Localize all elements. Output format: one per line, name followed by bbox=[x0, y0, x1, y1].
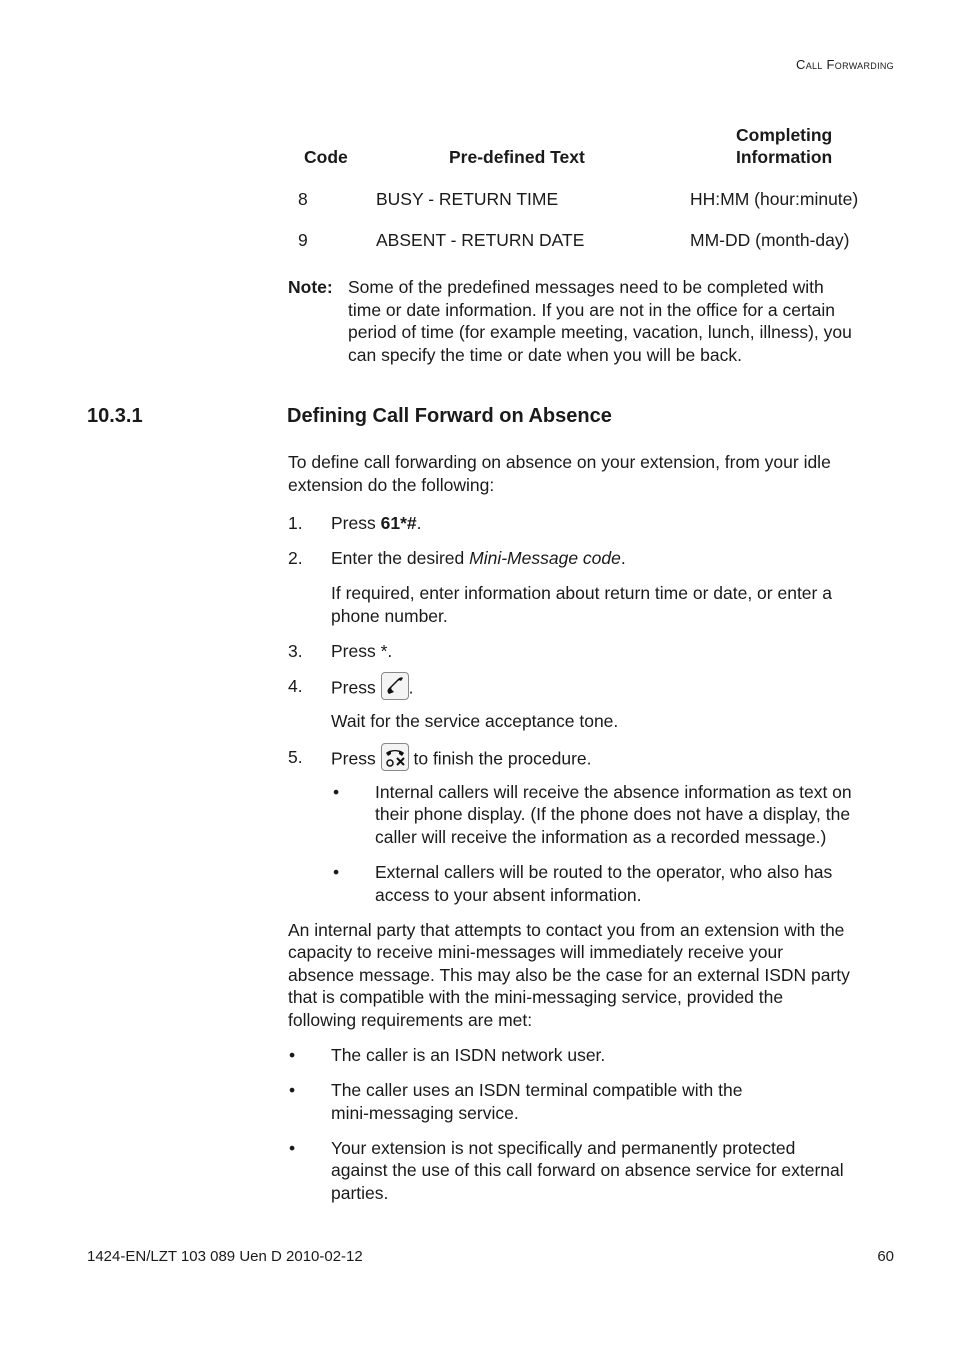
bullet-mark: • bbox=[289, 1080, 296, 1100]
bullet-line: access to your absent information. bbox=[375, 885, 642, 905]
step-text: Press bbox=[331, 677, 376, 698]
table-cell-info: MM-DD (month-day) bbox=[690, 230, 850, 250]
bullet-mark: • bbox=[333, 782, 340, 802]
footer-page-number: 60 bbox=[877, 1248, 894, 1265]
handset-offhook-icon bbox=[381, 672, 409, 700]
step-3-text: Press *. bbox=[331, 641, 393, 661]
section-number: 10.3.1 bbox=[87, 405, 143, 427]
requirement-line: Your extension is not specifically and permanently protected bbox=[331, 1138, 796, 1158]
running-header: Call Forwarding bbox=[796, 57, 894, 72]
table-cell-code: 8 bbox=[298, 189, 308, 209]
step-4-sub: Wait for the service acceptance tone. bbox=[331, 711, 619, 731]
step-2-text bbox=[331, 547, 626, 570]
bullet-mark: • bbox=[333, 862, 340, 882]
bullet-line: caller will receive the information as a recorded message.) bbox=[375, 827, 827, 847]
table-header-info-2: Information bbox=[736, 147, 833, 167]
step-number: 4. bbox=[288, 676, 303, 696]
para-line: following requirements are met: bbox=[288, 1010, 533, 1030]
step-text: Press bbox=[331, 748, 376, 769]
note-line: time or date information. If you are not in the office for a certain bbox=[348, 300, 836, 320]
note-line: can specify the time or date when you will be back. bbox=[348, 345, 742, 365]
bullet-line: their phone display. (If the phone does not have a display, the bbox=[375, 804, 851, 824]
table-header-code: Code bbox=[304, 147, 348, 167]
requirement-line: against the use of this call forward on absence service for external bbox=[331, 1160, 844, 1180]
requirement-line: The caller uses an ISDN terminal compatible with the bbox=[331, 1080, 743, 1100]
step-4-text bbox=[331, 675, 413, 703]
note-line: period of time (for example meeting, vacation, lunch, illness), you bbox=[348, 322, 852, 342]
step-number: 5. bbox=[288, 747, 303, 767]
step-text: Press bbox=[331, 513, 381, 533]
step-code: 61*# bbox=[380, 513, 417, 533]
step-text: to finish the procedure. bbox=[413, 748, 592, 769]
step-text: Enter the desired bbox=[331, 548, 470, 568]
requirement-line: parties. bbox=[331, 1183, 389, 1203]
para-line: absence message. This may also be the case for an external ISDN party bbox=[288, 965, 850, 985]
table-cell-text: BUSY - RETURN TIME bbox=[376, 189, 559, 209]
bullet-mark: • bbox=[289, 1045, 296, 1065]
note-line: Some of the predefined messages need to be completed with bbox=[348, 277, 824, 297]
table-cell-code: 9 bbox=[298, 230, 308, 250]
section-title: Defining Call Forward on Absence bbox=[287, 405, 612, 427]
para-line: capacity to receive mini-messages will immediately receive your bbox=[288, 942, 784, 962]
step-5-text bbox=[331, 746, 592, 774]
para-line: An internal party that attempts to contact you from an extension with the bbox=[288, 920, 845, 940]
step-text: . bbox=[408, 677, 414, 698]
step-text: . bbox=[620, 548, 626, 568]
step-2-sub-line: phone number. bbox=[331, 606, 448, 626]
table-header-info-1: Completing bbox=[736, 125, 833, 145]
intro-line: To define call forwarding on absence on your extension, from your idle bbox=[288, 452, 831, 472]
handset-onhook-icon bbox=[381, 743, 409, 771]
step-2-sub-line: If required, enter information about return time or date, or enter a bbox=[331, 583, 832, 603]
step-1-text bbox=[331, 512, 422, 535]
step-text: . bbox=[416, 513, 422, 533]
table-cell-info: HH:MM (hour:minute) bbox=[690, 189, 859, 209]
requirement-line: The caller is an ISDN network user. bbox=[331, 1045, 606, 1065]
bullet-line: Internal callers will receive the absence information as text on bbox=[375, 782, 852, 802]
intro-line: extension do the following: bbox=[288, 475, 495, 495]
footer-doc-id: 1424-EN/LZT 103 089 Uen D 2010-02-12 bbox=[87, 1248, 363, 1265]
step-term: Mini-Message code bbox=[469, 548, 621, 568]
step-number: 3. bbox=[288, 641, 303, 661]
para-line: that is compatible with the mini-messaging service, provided the bbox=[288, 987, 784, 1007]
table-cell-text: ABSENT - RETURN DATE bbox=[376, 230, 585, 250]
table-header-text: Pre-defined Text bbox=[449, 147, 585, 167]
step-number: 2. bbox=[288, 548, 303, 568]
note-label: Note: bbox=[288, 277, 333, 297]
bullet-line: External callers will be routed to the operator, who also has bbox=[375, 862, 833, 882]
step-number: 1. bbox=[288, 513, 303, 533]
requirement-line: mini-messaging service. bbox=[331, 1103, 519, 1123]
bullet-mark: • bbox=[289, 1138, 296, 1158]
